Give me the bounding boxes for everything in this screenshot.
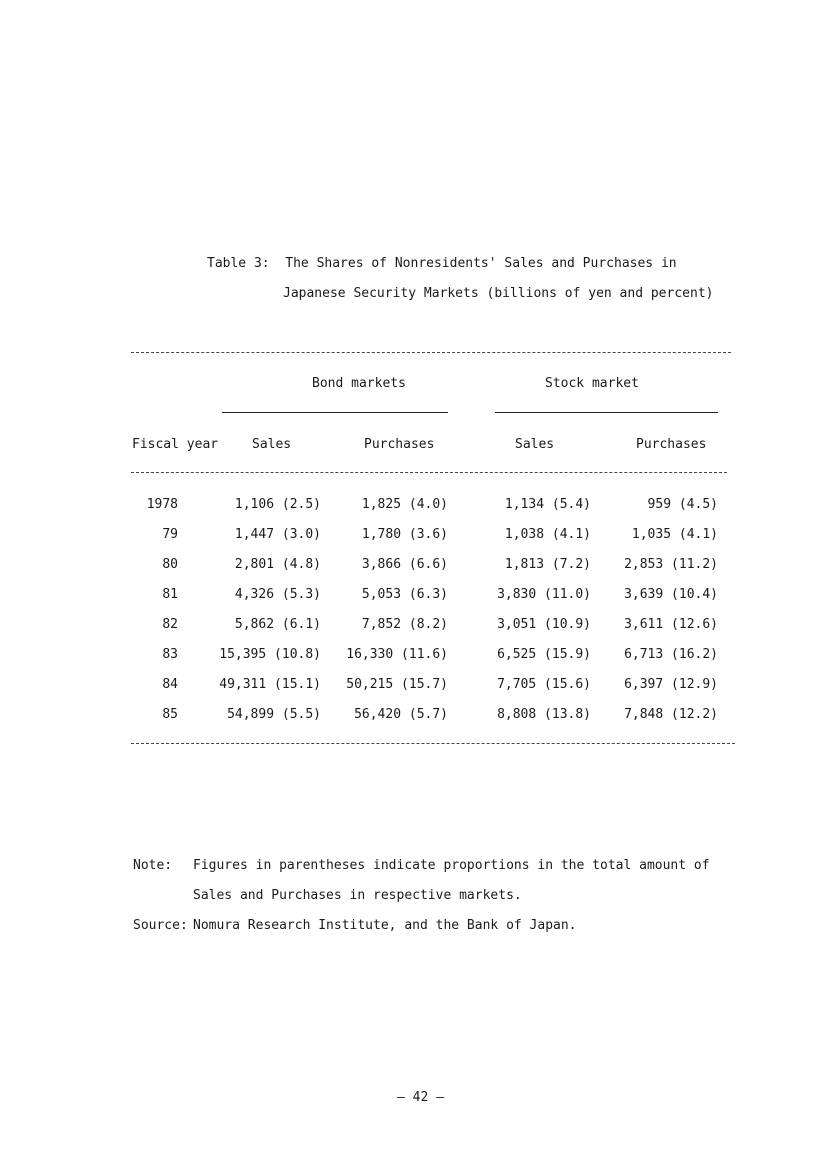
cell-year: 1978: [146, 497, 178, 512]
cell-stock-sales: 8,808 (13.8): [497, 707, 591, 722]
cell-bond-sales: 2,801 (4.8): [234, 557, 321, 572]
cell-bond-purchases: 1,825 (4.0): [361, 497, 448, 512]
cell-bond-purchases: 5,053 (6.3): [361, 587, 448, 602]
stock-purchases-header: Purchases: [636, 437, 707, 452]
cell-stock-sales: 1,813 (7.2): [504, 557, 591, 572]
table-row: [0, 497, 827, 527]
table-caption-line1: Table 3: The Shares of Nonresidents' Sales and Purchases in: [207, 256, 677, 271]
cell-year: 84: [162, 677, 178, 692]
cell-stock-sales: 1,134 (5.4): [504, 497, 591, 512]
bond-sales-header: Sales: [252, 437, 292, 452]
cell-bond-purchases: 50,215 (15.7): [346, 677, 448, 692]
cell-bond-purchases: 56,420 (5.7): [354, 707, 448, 722]
cell-year: 79: [162, 527, 178, 542]
cell-stock-sales: 1,038 (4.1): [504, 527, 591, 542]
source-label: Source:: [133, 918, 188, 933]
cell-bond-sales: 54,899 (5.5): [227, 707, 321, 722]
bond-markets-header: Bond markets: [312, 376, 406, 391]
cell-stock-purchases: 1,035 (4.1): [631, 527, 718, 542]
note-line1: Figures in parentheses indicate proportions in the total amount of: [193, 858, 710, 873]
cell-bond-purchases: 16,330 (11.6): [346, 647, 448, 662]
cell-bond-sales: 49,311 (15.1): [219, 677, 321, 692]
source-text: Nomura Research Institute, and the Bank of Japan.: [193, 918, 577, 933]
cell-stock-purchases: 3,611 (12.6): [624, 617, 718, 632]
stock-market-header: Stock market: [545, 376, 639, 391]
page-number: — 42 —: [397, 1090, 444, 1105]
cell-stock-purchases: 6,713 (16.2): [624, 647, 718, 662]
cell-year: 83: [162, 647, 178, 662]
table-row: [0, 677, 827, 707]
table-row: [0, 647, 827, 677]
cell-bond-sales: 1,106 (2.5): [234, 497, 321, 512]
table-row: [0, 557, 827, 587]
cell-year: 81: [162, 587, 178, 602]
note-line2: Sales and Purchases in respective markets.: [193, 888, 522, 903]
cell-stock-sales: 7,705 (15.6): [497, 677, 591, 692]
stock-sales-header: Sales: [515, 437, 555, 452]
cell-stock-sales: 3,051 (10.9): [497, 617, 591, 632]
stock-market-underline: [495, 412, 718, 413]
fiscal-year-header: Fiscal year: [132, 437, 219, 452]
table-caption-line2: Japanese Security Markets (billions of yen and percent): [283, 286, 714, 301]
table-top-rule: [131, 352, 731, 353]
cell-stock-purchases: 959 (4.5): [647, 497, 718, 512]
cell-bond-purchases: 7,852 (8.2): [361, 617, 448, 632]
table-row: [0, 587, 827, 617]
cell-year: 80: [162, 557, 178, 572]
cell-stock-purchases: 6,397 (12.9): [624, 677, 718, 692]
cell-bond-sales: 5,862 (6.1): [234, 617, 321, 632]
cell-bond-purchases: 3,866 (6.6): [361, 557, 448, 572]
cell-stock-sales: 3,830 (11.0): [497, 587, 591, 602]
cell-year: 85: [162, 707, 178, 722]
note-label: Note:: [133, 858, 173, 873]
cell-stock-sales: 6,525 (15.9): [497, 647, 591, 662]
header-bottom-rule: [131, 472, 727, 473]
table-row: [0, 617, 827, 647]
bond-markets-underline: [222, 412, 448, 413]
cell-year: 82: [162, 617, 178, 632]
cell-bond-purchases: 1,780 (3.6): [361, 527, 448, 542]
table-bottom-rule: [131, 743, 735, 744]
cell-stock-purchases: 3,639 (10.4): [624, 587, 718, 602]
table-row: [0, 527, 827, 557]
cell-stock-purchases: 2,853 (11.2): [624, 557, 718, 572]
cell-bond-sales: 1,447 (3.0): [234, 527, 321, 542]
cell-stock-purchases: 7,848 (12.2): [624, 707, 718, 722]
cell-bond-sales: 4,326 (5.3): [234, 587, 321, 602]
table-row: [0, 707, 827, 737]
cell-bond-sales: 15,395 (10.8): [219, 647, 321, 662]
bond-purchases-header: Purchases: [364, 437, 435, 452]
